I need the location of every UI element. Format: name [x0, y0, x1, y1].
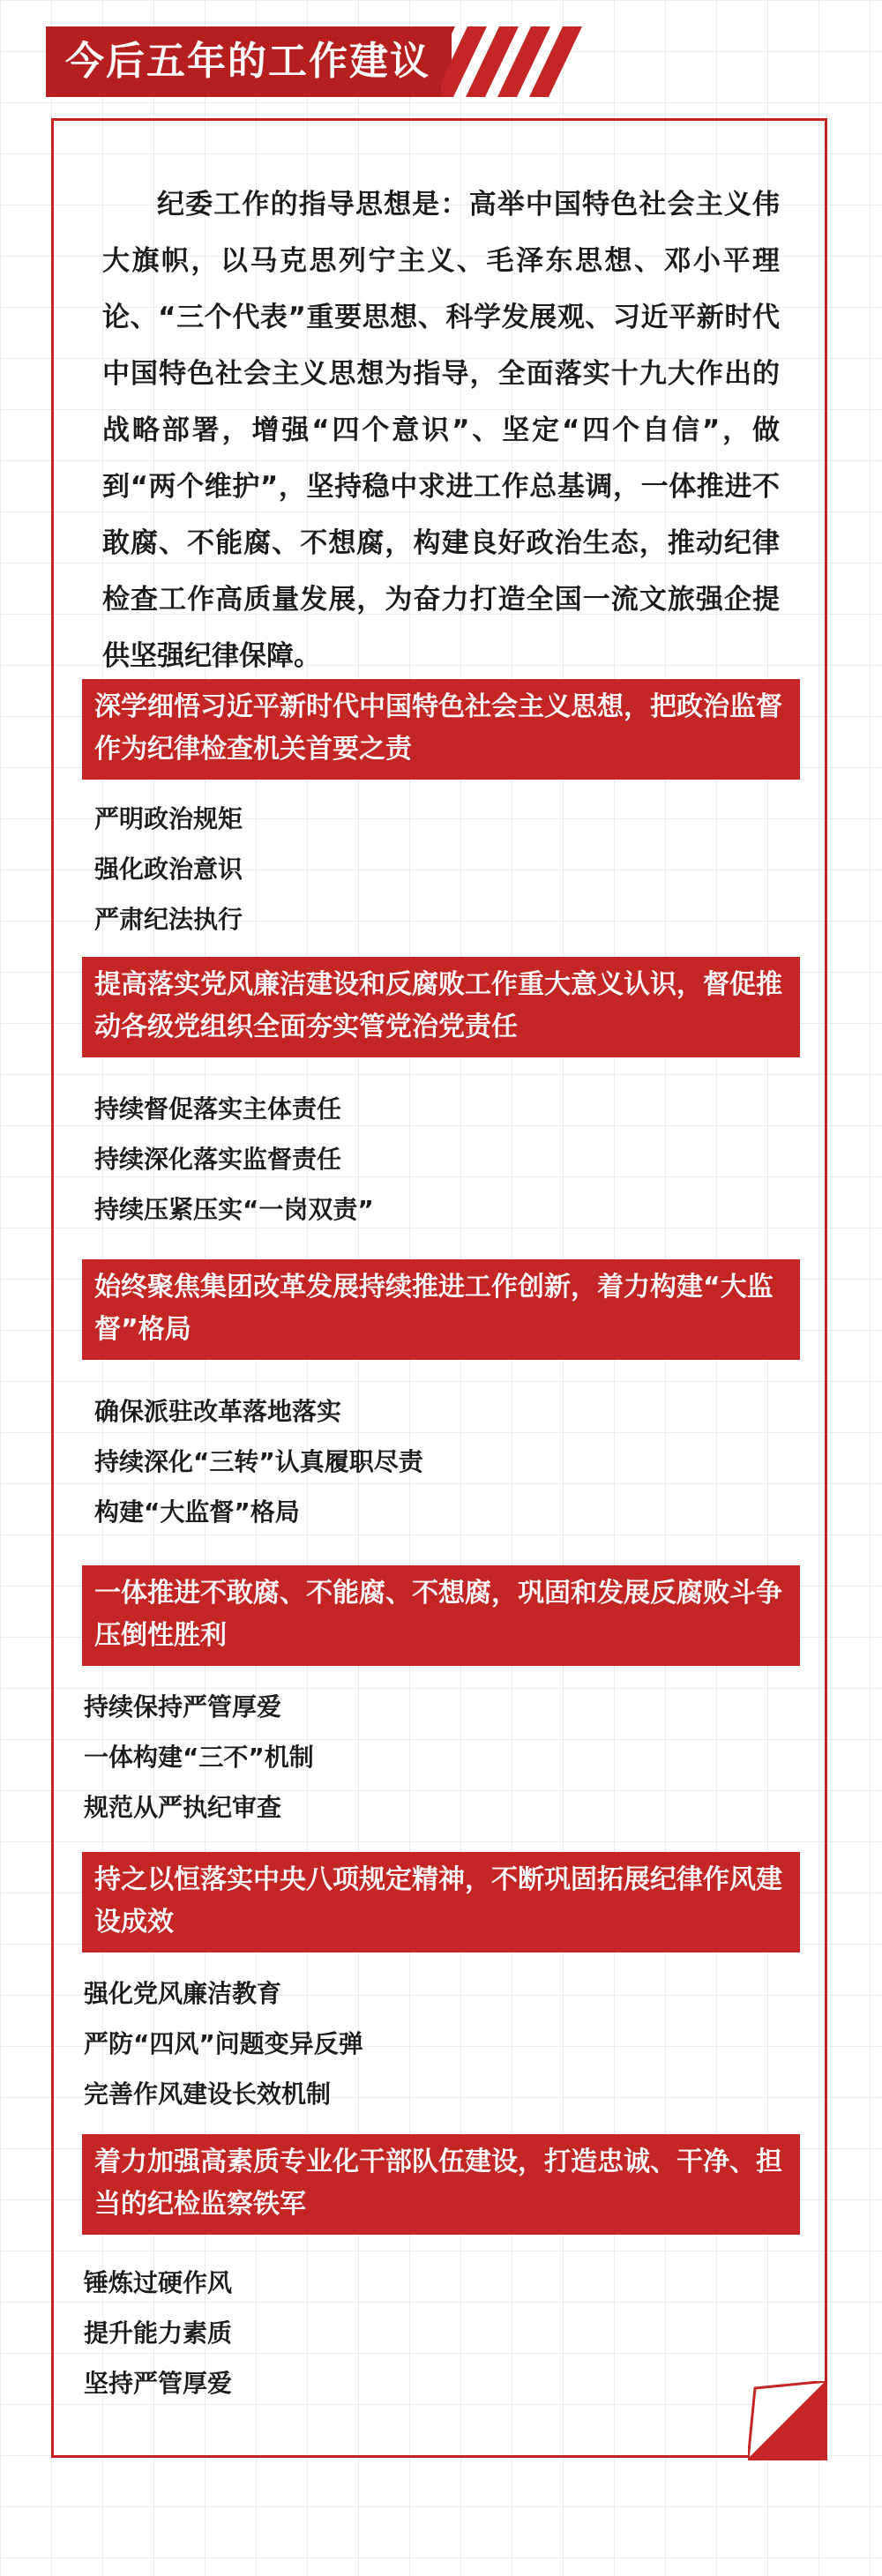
list-item: 持续压紧压实“一岗双责” — [94, 1195, 374, 1224]
list-item: 确保派驻改革落地落实 — [94, 1397, 342, 1426]
section-5-title: 持之以恒落实中央八项规定精神，不断巩固拓展纪律作风建设成效 — [82, 1852, 800, 1953]
list-item: 一体构建“三不”机制 — [84, 1743, 314, 1772]
page-header-banner — [46, 26, 452, 97]
intro-paragraph: 纪委工作的指导思想是：高举中国特色社会主义伟大旗帜，以马克思列宁主义、毛泽东思想、邓小平理论、“三个代表”重要思想、科学发展观、习近平新时代中国特色社会主义思想为指导，全面落实十九大作出的战略部署，增强“四个意识”、坚定“四个自信”，做到“两个维护”，坚持稳中求进工作总基调，一体推进不敢腐、不能腐、不想腐，构建良好政治生态，推动纪律检查工作高质量发展，为奋力打造全国一流文旅强企提供坚强纪律保障。 — [102, 189, 780, 672]
list-item: 持续保持严管厚爱 — [84, 1692, 282, 1721]
list-item: 提升能力素质 — [84, 2318, 233, 2348]
list-item: 持续深化落实监督责任 — [94, 1145, 342, 1174]
list-item: 严明政治规矩 — [94, 804, 243, 833]
section-5 — [82, 1852, 800, 2119]
list-item: 构建“大监督”格局 — [94, 1497, 300, 1527]
list-item: 严防“四风”问题变异反弹 — [84, 2029, 363, 2058]
list-item: 严肃纪法执行 — [94, 905, 243, 934]
page-title: 今后五年的工作建议 — [65, 39, 430, 84]
section-2-title: 提高落实党风廉洁建设和反腐败工作重大意义认识，督促推动各级党组织全面夯实管党治党责任 — [82, 957, 800, 1057]
section-5-list — [82, 1968, 800, 2119]
section-1-list — [82, 794, 800, 945]
list-item: 持续深化“三转”认真履职尽责 — [94, 1447, 423, 1476]
section-1 — [82, 679, 800, 945]
decorative-stripes-icon — [441, 26, 600, 97]
section-2-list — [82, 1084, 800, 1235]
section-3 — [82, 1259, 800, 1537]
list-item: 坚持严管厚爱 — [84, 2369, 233, 2398]
list-item: 持续督促落实主体责任 — [94, 1094, 342, 1124]
section-4-title: 一体推进不敢腐、不能腐、不想腐，巩固和发展反腐败斗争压倒性胜利 — [82, 1565, 800, 1666]
section-1-title: 深学细悟习近平新时代中国特色社会主义思想，把政治监督作为纪律检查机关首要之责 — [82, 679, 800, 780]
section-3-title: 始终聚焦集团改革发展持续推进工作创新，着力构建“大监督”格局 — [82, 1259, 800, 1360]
section-6-list — [82, 2258, 800, 2408]
section-4-list — [82, 1682, 800, 1833]
list-item: 完善作风建设长效机制 — [84, 2079, 332, 2109]
section-2 — [82, 957, 800, 1235]
section-3-list — [82, 1386, 800, 1537]
list-item: 强化政治意识 — [94, 855, 243, 884]
section-6-title: 着力加强高素质专业化干部队伍建设，打造忠诚、干净、担当的纪检监察铁军 — [82, 2134, 800, 2235]
list-item: 强化党风廉洁教育 — [84, 1979, 282, 2008]
list-item: 规范从严执纪审查 — [84, 1793, 282, 1822]
section-6 — [82, 2134, 800, 2408]
section-4 — [82, 1565, 800, 1833]
list-item: 锤炼过硬作风 — [84, 2268, 233, 2297]
